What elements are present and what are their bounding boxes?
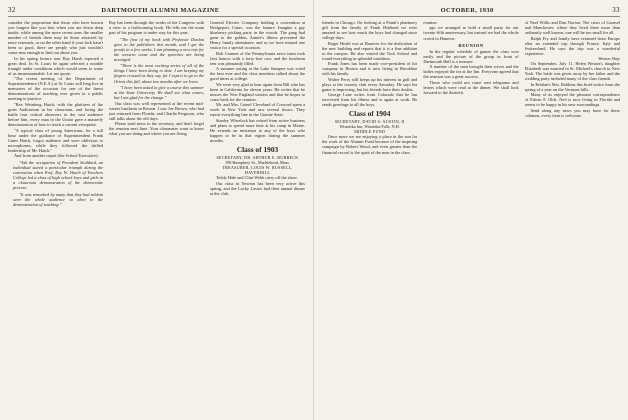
class-heading: Class of 1903 [236, 145, 279, 155]
quotation: "Ask the occupation of President Stoddard, an individual stared a particular triumph during the convention when Prof. Roy W. Hatch of Teachers College led a class of high school boys and girls in a classroom demonstration of the democratic process. [13, 159, 103, 190]
paragraph: Stanley Wheelock has retired from active business and plans to spend more time at his camp in Maine. He extends an invitation to any of the boys who happen to be in that region during the summer months. [210, 117, 305, 144]
right-running-title: OCTOBER, 1930 [440, 7, 494, 14]
paragraph: In his spring lecture tour Ray Harsh reported a great deal. In St. Louis he again selected a notable triangle under conditions which would seem to some of us insurmountable. Let me quote: [8, 55, 103, 76]
paragraph: ago we arranged to hold a small party for our twenty-fifth anniversary, but instead we had the whole crowd in Hanover. [423, 25, 519, 41]
paragraph: We were very glad to hear again from Bill who has been in California for eleven years. He writes that he misses the New England winters and that he hopes to come back for the reunion. [210, 81, 305, 102]
class-treasurer: MIDDLE FUND [354, 129, 386, 135]
class-secretary: SECRETARY, DAVID S. AUSTIN, II [334, 119, 405, 125]
paragraph: A summer outing at the Lake Sunapee was voted the best ever and the class members talked about the good times at college. [210, 66, 305, 82]
paragraph: Bob Carmen of the Pennsylvania news team took first honors with a forty-foot cast, and the luncheon tent was pleasantly filled. [210, 50, 305, 66]
paragraph: Our class in Newton has been very active this spring, and the Lucky Lasses had their annual dinner at the club. [210, 180, 305, 196]
paragraph: Many of us enjoyed the pleasant correspondence of Edwin F. Olds. Ned is now living in Florida and seems to be happy in his new surroundings. [524, 92, 620, 108]
paragraph: Mr. and Mrs. Lionel Cleveland of Concord spent a week in New York and saw several shows. They report everything fine in the Granite State. [210, 102, 305, 118]
class-heading: Class of 1904 [348, 109, 391, 119]
right-page-number: 33 [612, 6, 620, 14]
quotation: "The first of my book with Professor Donlan goes to the publishers this month, and I get the proofs in a few weeks. I am planning a new trip for the western coast and the speeches are being arranged. [114, 36, 204, 62]
right-running-head [322, 6, 620, 17]
quotation: "It was remarked by many that they had seldom seen the whole audience so alive to the demonstration of teaching." [13, 191, 103, 207]
left-col-1 [8, 20, 103, 420]
reunion-heading: REUNION [458, 42, 484, 48]
paragraph: "Rex Weinberg Hatch, with the platform of the great Auditorium in his classroom, and facing the battle four critical observers in the vast audience before him, every man in the Union gave a masterly demonstration of how to teach a current viewpoint. [8, 101, 103, 128]
paragraph: Roger Heald was at Hanover for the dedication of the new building and reports that it is a fine addition to the campus. He also visited the Tuck School and found everything in splendid condition. [322, 40, 418, 61]
right-col-1 [322, 20, 417, 420]
paragraph: Ray has been through the works of the Congress with a view to a forthcoming book. He tells me the main part of his program is under way for this year. [109, 20, 204, 36]
paragraph: Please send news to the secretary, and don't forget the reunion next June. Your classmates want to know what you are doing and where you are living. [109, 121, 204, 137]
paragraph: "The recent meeting of the Department of Superintendence (N.E.A.) at St. Louis will long live in memories of the occasion for one of the finest demonstrations of teaching ever given in a public meeting to practice. [8, 76, 103, 102]
left-running-head [8, 6, 305, 17]
paragraph: In Robbin's Mrs. Robbins this brief notice from the spring of a year on the Vermont hills. [524, 81, 620, 92]
paragraph: Send along any news you may have for these columns, every item is welcome. [524, 107, 620, 118]
paragraph: Once more we are enjoying a place in the sun for the work of the Alumni Fund because of the inspiring campaign by Robert Wood, and even greater than the financial record is the spirit of the men in the class. [322, 134, 418, 155]
paragraph: Those who could not come sent telegrams and letters which were read at the dinner. We shall look forward to the thirtieth. [423, 79, 519, 95]
right-columns [322, 20, 620, 420]
paragraph: Walter Perry still keeps up his interest in golf and plays at the country club every Saturday. He says his game is improving, but his friends have their doubts. [322, 76, 418, 92]
left-col-2 [109, 20, 204, 420]
paragraph: friends in Chicago. On looking at a Frank's pharmacy gift from the family of Frank Hubbard we were amazed to see how much the boys had changed since college days. [322, 20, 418, 41]
left-col-3 [210, 20, 305, 420]
class-secretary: SECRETARY, DR. ARTHUR E. BURBECK [216, 155, 299, 161]
paragraph: And from another report (the School Executive): [14, 153, 99, 159]
left-columns [8, 20, 305, 420]
paragraph: "A typical class of young Americans, for a full hour under the guidance of Superintendent Frank Gates Hatch, forgot audience and were oblivious to microphones, while they followed the skilled leadership of Mr. Hatch." [8, 127, 103, 153]
quotation: "I have been asked to give a course this summer at the State University. We shall see what comes, but I am glad for the change." [114, 85, 204, 101]
paragraph: General Electric Company holding a convention at Bridgeport, Conn., was the feature. Imagine a gay blueberry picking party in the woods. The gang had gone to the golden, Auntie's illness prevented the Henry family attendance, and so we have missed one visitor for a special occasion. [210, 20, 305, 51]
paragraph: Our class was well represented at the recent mid-winter luncheon in Boston. I saw Joe Brown, who had just returned from Florida, and Charlie Ferguson, who still talks about the old days. [109, 100, 204, 121]
quotation: "There is the most exciting series of all of the things I have been doing to date. I am keeping my fingers crossed as they say, for I expect to go to the Orient this fall, about two months after we leave. [114, 63, 204, 84]
left-running-title: DARTMOUTH ALUMNI MAGAZINE [101, 7, 220, 14]
paragraph: Frank Jones has been made vice-president of his company in Boston and is now living in Brookline with his family. [322, 61, 418, 77]
paragraph: consider the proposition that those who have known you longest like you best when you are down deep inside, while among the more recent ones the smaller number of friends there may be those attracted by mere externals, or on the other hand if your luck hasn't been so good, there are people who just wouldn't come near enough to find out about you. [8, 20, 103, 56]
paragraph: George Lane writes from Colorado that he has recovered from his illness and is again at work. He sends greetings to all the boys. [322, 92, 418, 108]
right-col-2 [423, 20, 518, 420]
class-address: 198 Humphrey St., Marblehead, Mass. [225, 160, 290, 166]
class-treasurer: TREASURER, LOUIS W. RUSSELL, HAVERHILL [222, 165, 293, 176]
class-address: Winnetka Inn, Winnetka Falls, N.H. [339, 124, 400, 130]
right-col-3 [525, 20, 620, 420]
paragraph: Teddy Hale and Clint Webb carry off the show. [216, 175, 298, 181]
paragraph: On September, July 11, Helen Weston's daughter Elizabeth was married in St. Michael's church in New York. The bride was given away by her father and the wedding party included many of the class friends. [524, 61, 620, 82]
paragraph: of Noel Willis and Dan Norton. The crisis of Garnsel and Manchester, where they lived there more than ordinarily well known, one will be too small for all. [524, 20, 620, 36]
paragraph: Ralph Fry and family have returned from Europe after an extended trip through France, Italy and Switzerland. He says the trip was a wonderful experience. [524, 35, 620, 56]
byline: Weston Shay [598, 56, 620, 62]
paragraph: In the regular schedule of games the class won easily and the picture of the group in front of Dartmouth Hall is a treasure. [423, 48, 519, 64]
paragraph: A number of the men brought their wives and the ladies enjoyed the tea at the Inn. Everyone agreed that the reunion was a great success. [423, 64, 519, 80]
paragraph: reunion [423, 20, 437, 25]
right-page [314, 0, 628, 420]
left-page-number: 32 [8, 6, 16, 14]
